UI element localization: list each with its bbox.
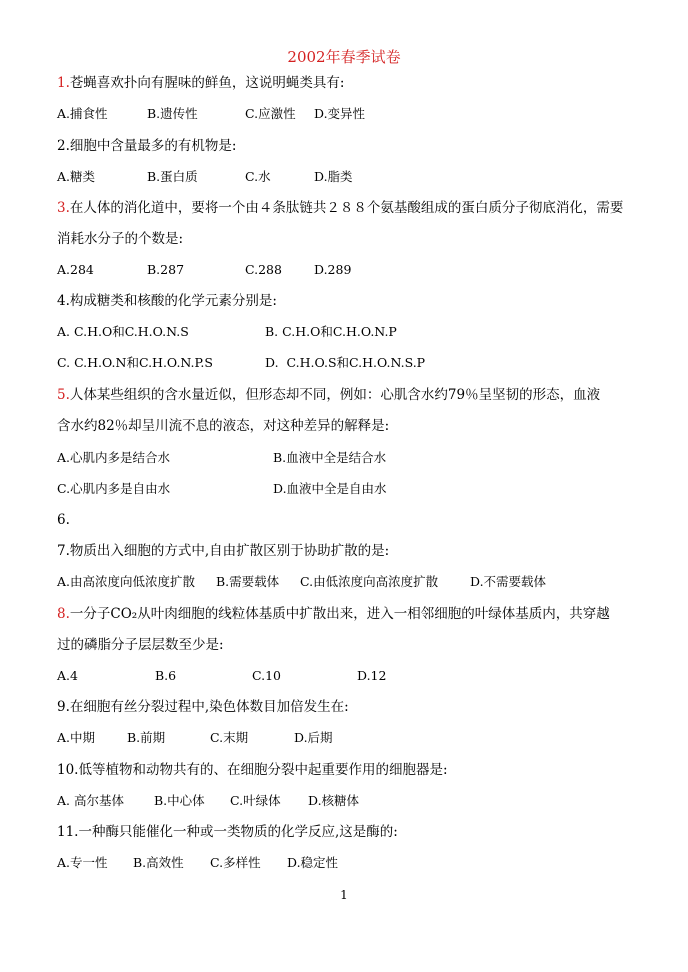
option-d: D.变异性 bbox=[314, 106, 366, 121]
question-9 bbox=[57, 697, 349, 717]
option-b: B.287 bbox=[147, 262, 185, 277]
question-text: 一种酶只能催化一种或一类物质的化学反应,这是酶的: bbox=[78, 824, 398, 840]
option-d: D.后期 bbox=[294, 730, 333, 745]
question-number: 5. bbox=[57, 387, 70, 403]
option-b: B.中心体 bbox=[154, 793, 205, 808]
question-number: 7. bbox=[57, 543, 70, 559]
question-5 bbox=[57, 385, 600, 405]
question-text: 在人体的消化道中，要将一个由４条肽链共２８８个氨基酸组成的蛋白质分子彻底消化，需要 bbox=[69, 200, 624, 216]
option-c: C.水 bbox=[245, 169, 271, 184]
question-text: 苍蝇喜欢扑向有腥味的鲜鱼，这说明蝇类具有: bbox=[69, 75, 345, 91]
option-a: A.糖类 bbox=[57, 169, 96, 184]
question-7 bbox=[57, 541, 389, 561]
option-b: B.需要载体 bbox=[216, 574, 280, 589]
option-b: B.蛋白质 bbox=[147, 169, 198, 184]
option-b: B. C.H.O和C.H.O.N.P bbox=[265, 324, 397, 339]
option-d: D.12 bbox=[357, 668, 387, 683]
question-1 bbox=[57, 73, 344, 93]
option-a: A.中期 bbox=[57, 730, 96, 745]
question-text: 在细胞有丝分裂过程中,染色体数目加倍发生在: bbox=[69, 699, 349, 715]
question-11 bbox=[57, 822, 398, 842]
question-3-continued: 消耗水分子的个数是: bbox=[57, 231, 184, 247]
question-8-continued: 过的磷脂分子层层数至少是: bbox=[57, 637, 224, 653]
question-4 bbox=[57, 291, 277, 311]
option-d: D.289 bbox=[314, 262, 352, 277]
question-number: 3. bbox=[57, 200, 70, 216]
question-text: 人体某些组织的含水量近似，但形态却不同，例如：心肌含水约79％呈坚韧的形态，血液 bbox=[69, 387, 601, 403]
option-d: D.不需要载体 bbox=[470, 574, 547, 589]
page-title: 2002年春季试卷 bbox=[287, 48, 401, 66]
question-2 bbox=[57, 136, 236, 156]
option-a: A.捕食性 bbox=[57, 106, 108, 121]
question-number: 4. bbox=[57, 293, 70, 309]
question-text: 细胞中含量最多的有机物是: bbox=[69, 138, 237, 154]
option-d: D.稳定性 bbox=[287, 855, 339, 870]
question-number: 2. bbox=[57, 138, 70, 154]
option-c: C.叶绿体 bbox=[230, 793, 281, 808]
option-a: A.心肌内多是结合水 bbox=[57, 450, 171, 465]
question-3 bbox=[57, 198, 623, 218]
option-b: B.血液中全是结合水 bbox=[273, 450, 387, 465]
question-number: 1. bbox=[57, 75, 70, 91]
question-number: 10. bbox=[57, 762, 79, 778]
option-a: A.由高浓度向低浓度扩散 bbox=[57, 574, 196, 589]
page-number: 1 bbox=[340, 888, 348, 902]
option-d: D.血液中全是自由水 bbox=[273, 481, 387, 496]
option-d: D. C.H.O.S和C.H.O.N.S.P bbox=[265, 355, 426, 370]
option-b: B.高效性 bbox=[133, 855, 184, 870]
option-a: A. C.H.O和C.H.O.N.S bbox=[57, 324, 189, 339]
question-10 bbox=[57, 760, 448, 780]
option-c: C.末期 bbox=[210, 730, 249, 745]
option-b: B.前期 bbox=[127, 730, 166, 745]
option-c: C.10 bbox=[252, 668, 281, 683]
option-c: C.由低浓度向高浓度扩散 bbox=[300, 574, 439, 589]
question-number: 8. bbox=[57, 606, 70, 622]
option-a: A. 高尔基体 bbox=[57, 793, 124, 808]
question-8 bbox=[57, 604, 610, 624]
option-d: D.脂类 bbox=[314, 169, 353, 184]
option-c: C.应激性 bbox=[245, 106, 296, 121]
question-5-continued: 含水约82％却呈川流不息的液态，对这种差异的解释是: bbox=[57, 418, 390, 434]
question-number: 6. bbox=[57, 512, 70, 528]
option-b: B.6 bbox=[155, 668, 177, 683]
option-a: A.专一性 bbox=[57, 855, 108, 870]
option-c: C. C.H.O.N和C.H.O.N.P.S bbox=[57, 355, 213, 370]
option-d: D.核糖体 bbox=[308, 793, 360, 808]
question-number: 9. bbox=[57, 699, 70, 715]
option-c: C.288 bbox=[245, 262, 282, 277]
option-b: B.遗传性 bbox=[147, 106, 198, 121]
question-6 bbox=[57, 510, 70, 530]
question-text: 低等植物和动物共有的、在细胞分裂中起重要作用的细胞器是: bbox=[78, 762, 448, 778]
option-c: C.心肌内多是自由水 bbox=[57, 481, 171, 496]
option-a: A.4 bbox=[57, 668, 78, 683]
question-text: 一分子CO₂从叶肉细胞的线粒体基质中扩散出来，进入一相邻细胞的叶绿体基质内，共穿越 bbox=[69, 606, 610, 622]
option-c: C.多样性 bbox=[210, 855, 261, 870]
option-a: A.284 bbox=[57, 262, 94, 277]
question-text: 物质出入细胞的方式中,自由扩散区别于协助扩散的是: bbox=[69, 543, 390, 559]
question-text: 构成糖类和核酸的化学元素分别是: bbox=[69, 293, 277, 309]
question-number: 11. bbox=[57, 824, 79, 840]
